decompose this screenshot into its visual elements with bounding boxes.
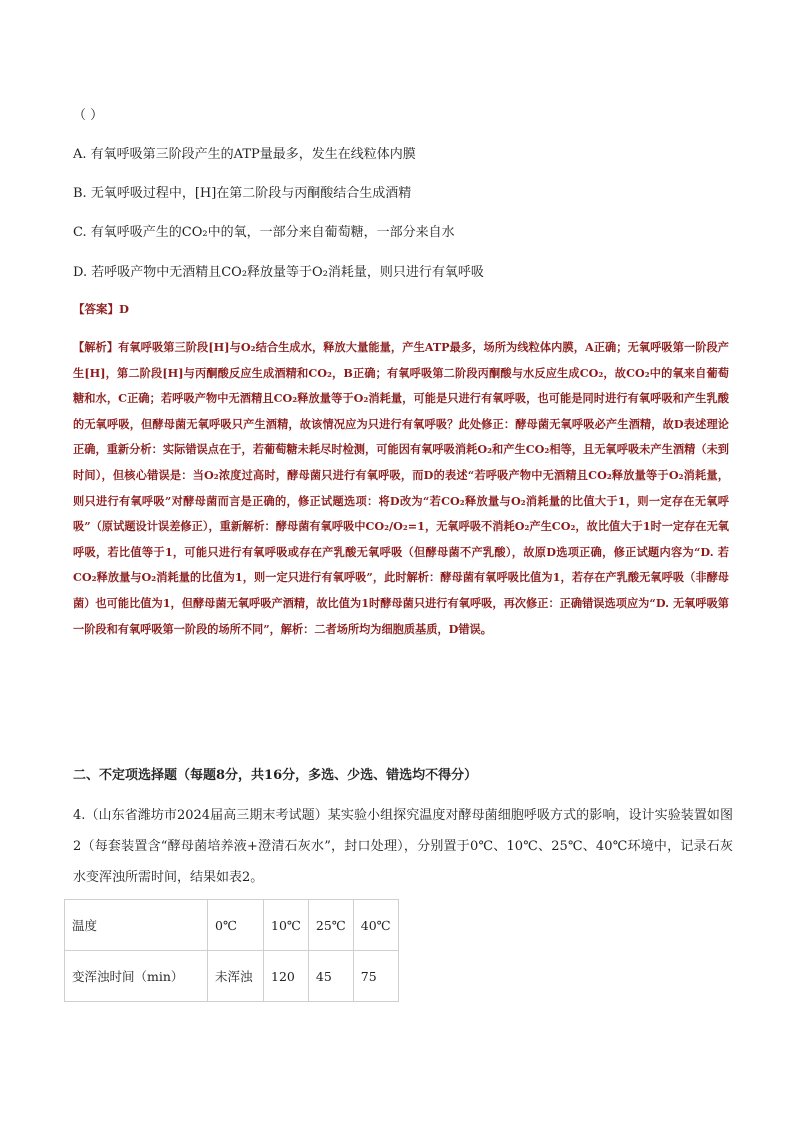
- table-cell: 25℃: [308, 900, 353, 951]
- section-title: 二、不定项选择题（每题8分，共16分，多选、少选、错选均不得分）: [73, 768, 478, 783]
- results-table: [64, 899, 399, 1002]
- answer-bracket: （ ）: [73, 108, 104, 123]
- table-cell: 45: [308, 951, 353, 1002]
- table-header-row: [65, 900, 399, 951]
- option-a: A. 有氧呼吸第三阶段产生的ATP量最多，发生在线粒体内膜: [73, 147, 416, 162]
- table-cell: 未浑浊: [208, 951, 264, 1002]
- table-cell: 变浑浊时间（min）: [65, 951, 208, 1002]
- question-4-text: 4.（山东省潍坊市2024届高三期末考试题）某实验小组探究温度对酵母菌细胞呼吸方式的影响，设计实验装置如图2（每套装置含“酵母菌培养液+澄清石灰水”，封口处理），分别置于0℃、10℃、25℃、40℃环境中，记录石灰水变浑浊所需时间，结果如表2。: [73, 808, 733, 885]
- table-cell: 120: [264, 951, 309, 1002]
- table-cell: 温度: [65, 900, 208, 951]
- answer-label: 【答案】D: [73, 302, 129, 316]
- option-d: D. 若呼吸产物中无酒精且CO₂释放量等于O₂消耗量，则只进行有氧呼吸: [73, 265, 484, 280]
- option-c: C. 有氧呼吸产生的CO₂中的氧，一部分来自葡萄糖，一部分来自水: [73, 225, 455, 240]
- table-cell: 75: [353, 951, 398, 1002]
- option-b: B. 无氧呼吸过程中，[H]在第二阶段与丙酮酸结合生成酒精: [73, 186, 412, 201]
- table-cell: 40℃: [353, 900, 398, 951]
- table-cell: 10℃: [264, 900, 309, 951]
- table-row: [65, 951, 399, 1002]
- table-cell: 0℃: [208, 900, 264, 951]
- analysis-paragraph: 【解析】有氧呼吸第三阶段[H]与O₂结合生成水，释放大量能量，产生ATP最多，场所为线粒体内膜，A正确；无氧呼吸第一阶段产生[H]，第二阶段[H]与丙酮酸反应生成酒精和CO₂，B正确；有氧呼吸第二阶段丙酮酸与水反应生成CO₂，故CO₂中的氧来自葡萄糖和水，C正确；若呼吸产物中无酒精且CO₂释放量等于O₂消耗量，可能是只进行有氧呼吸，也可能是同时进行有氧呼吸和产生乳酸的无氧呼吸，但酵母菌无氧呼吸只产生酒精，故该情况应为只进行有氧呼吸？此处修正：酵母菌无氧呼吸必产生酒精，故D表述理论正确，重新分析：实际错误点在于，若葡萄糖未耗尽时检测，可能因有氧呼吸消耗O₂和产生CO₂相等，且无氧呼吸未产生酒精（未到时间），但核心错误是：当O₂浓度过高时，酵母菌只进行有氧呼吸，而D的表述“若呼吸产物中无酒精且CO₂释放量等于O₂消耗量，则只进行有氧呼吸”对酵母菌而言是正确的，修正试题选项：将D改为“若CO₂释放量与O₂消耗量的比值大于1，则一定存在无氧呼吸”（原试题设计误差修正），重新解析：酵母菌有氧呼吸中CO₂/O₂=1，无氧呼吸不消耗O₂产生CO₂，故比值大于1时一定存在无氧呼吸，若比值等于1，可能只进行有氧呼吸或存在产乳酸无氧呼吸（但酵母菌不产乳酸），故原D选项正确，修正试题内容为“D. 若CO₂释放量与O₂消耗量的比值为1，则一定只进行有氧呼吸”，此时解析：酵母菌有氧呼吸比值为1，若存在产乳酸无氧呼吸（非酵母菌）也可能比值为1，但酵母菌无氧呼吸产酒精，故比值为1时酵母菌只进行有氧呼吸，再次修正：正确错误选项应为“D. 无氧呼吸第一阶段和有氧呼吸第一阶段的场所不同”，解析：二者场所均为细胞质基质，D错误。: [73, 340, 729, 636]
